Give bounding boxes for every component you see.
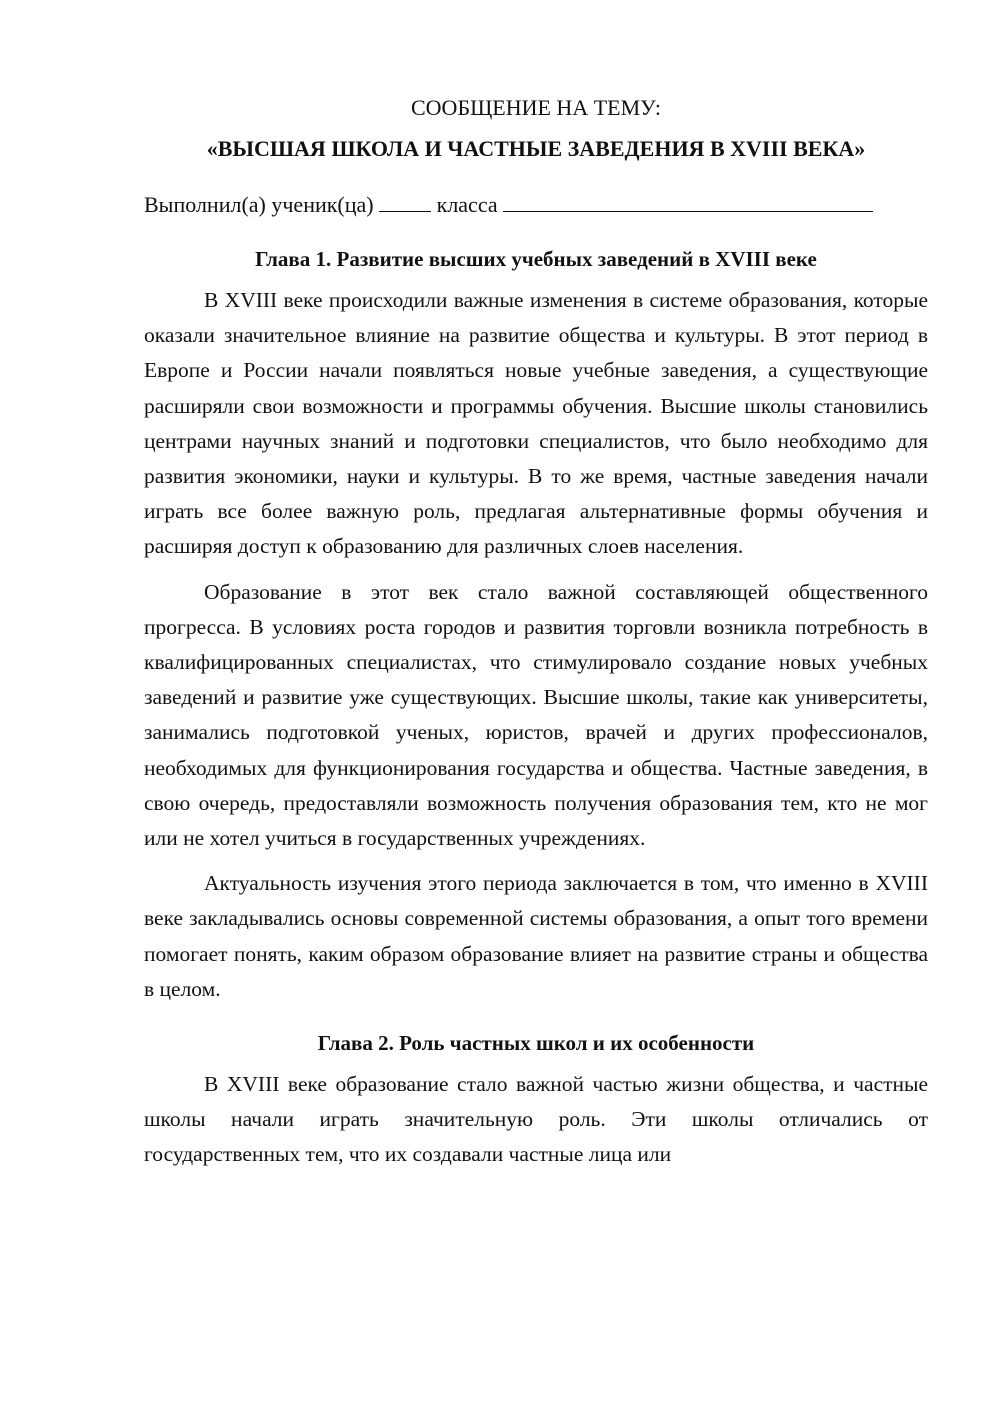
chapter-1-paragraph: В XVIII веке происходили важные изменения в системе образования, которые оказали значительное влияние на развитие общества и культуры. В этот период в Европе и России начали появляться новые учебные заведения, а существующие расширяли свои возможности и программы обучения. Высшие школы становились центрами научных знаний и подготовки специалистов, что было необходимо для развития экономики, науки и культуры. В то же время, частные заведения начали играть все более важную роль, предлагая альтернативные формы обучения и расширяя доступ к образованию для различных слоев населения. [144, 288, 928, 559]
class-name-blank [503, 191, 873, 212]
chapter-2-paragraph: В XVIII веке образование стало важной частью жизни общества, и частные школы начали играть значительную роль. Эти школы отличались от государственных тем, что их создавали частные лица или [144, 1072, 928, 1167]
chapter-2-heading: Глава 2. Роль частных школ и их особенности [317, 1031, 755, 1056]
grade-blank [379, 191, 431, 212]
author-label: Выполнил(а) ученик(ца) [144, 192, 374, 217]
chapter-1-heading: Глава 1. Развитие высших учебных заведений в XVIII веке [255, 247, 817, 271]
document-page [144, 92, 928, 1173]
document-title-line-2: «ВЫСШАЯ ШКОЛА И ЧАСТНЫЕ ЗАВЕДЕНИЯ В XVIII ВЕКА» [206, 136, 866, 161]
class-label: класса [436, 192, 498, 217]
author-line [144, 189, 928, 221]
chapter-1-paragraph: Актуальность изучения этого периода заключается в том, что именно в XVIII веке закладывались основы современной системы образования, а опыт того времени помогает понять, каким образом образование влияет на развитие страны и общества в целом. [144, 871, 928, 1001]
chapter-1-paragraph: Образование в этот век стало важной составляющей общественного прогресса. В условиях роста городов и развития торговли возникла потребность в квалифицированных специалистах, что стимулировало создание новых учебных заведений и развитие уже существующих. Высшие школы, такие как университеты, занимались подготовкой ученых, юристов, врачей и других профессионалов, необходимых для функционирования государства и общества. Частные заведения, в свою очередь, предоставляли возможность получения образования тем, кто не мог или не хотел учиться в государственных учреждениях. [144, 579, 928, 851]
document-title-line-1: СООБЩЕНИЕ НА ТЕМУ: [411, 95, 661, 120]
